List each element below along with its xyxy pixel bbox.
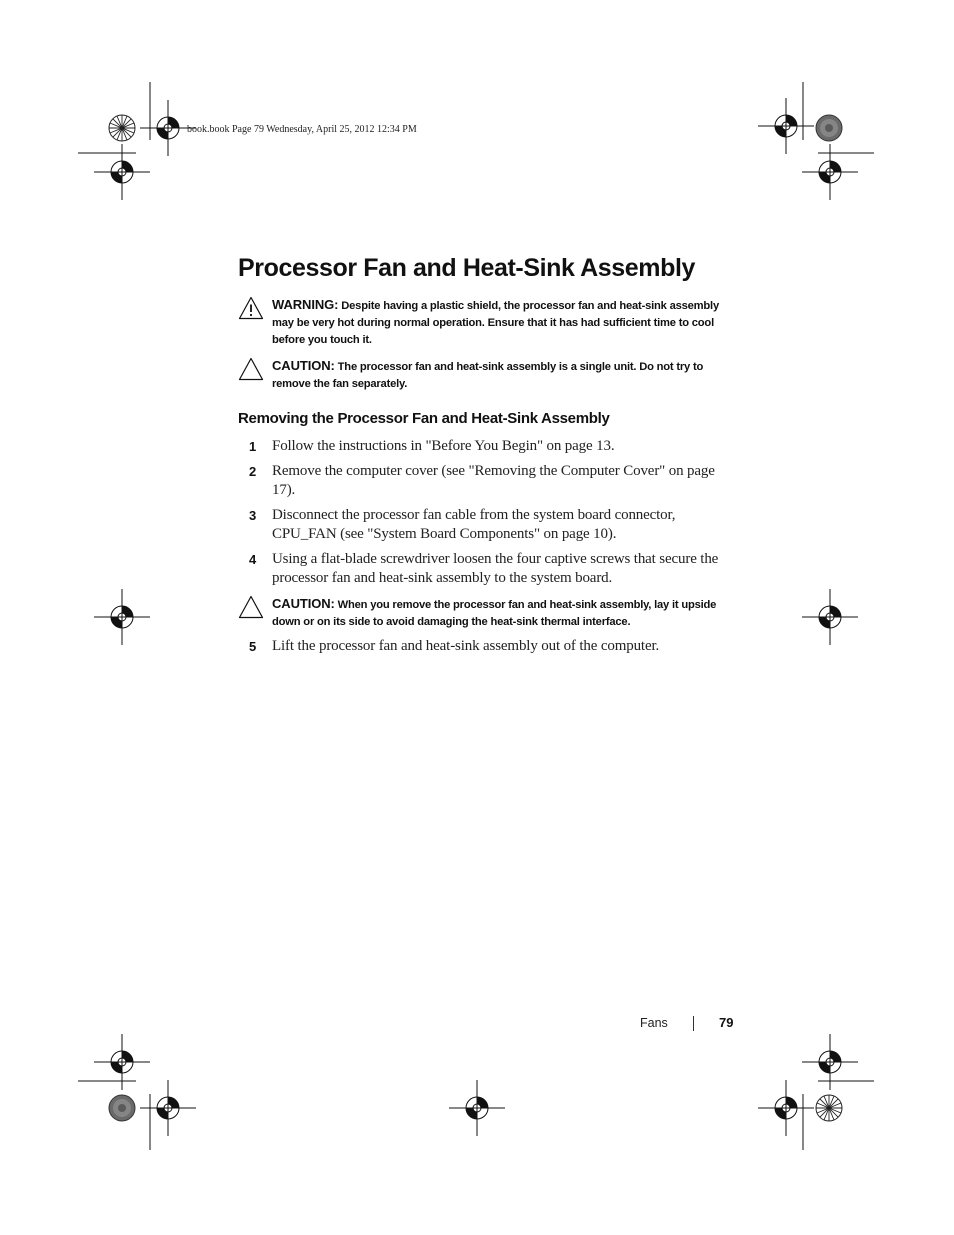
list-item: [238, 437, 728, 456]
registration-mark-icon: [94, 144, 150, 200]
caution-triangle-icon: [238, 595, 264, 619]
color-bar-gray-icon: [816, 115, 842, 141]
list-item: [238, 637, 728, 656]
registration-mark-icon: [94, 1034, 150, 1090]
list-item: [238, 462, 728, 500]
warning-notice: [238, 296, 738, 349]
step-text: Lift the processor fan and heat-sink assembly out of the computer.: [272, 638, 660, 654]
list-item: [238, 506, 728, 544]
list-item: [238, 550, 728, 588]
registration-mark-icon: [802, 589, 858, 645]
color-bar-star-icon: [109, 115, 135, 141]
registration-mark-icon: [94, 589, 150, 645]
step-number: 1: [249, 439, 257, 454]
registration-mark-icon: [758, 1080, 814, 1136]
registration-mark-icon: [449, 1080, 505, 1136]
caution-notice: [238, 357, 738, 393]
page-title: Processor Fan and Heat-Sink Assembly: [238, 254, 696, 282]
step-number: 2: [249, 464, 257, 479]
warning-label: WARNING:: [272, 297, 339, 312]
registration-mark-icon: [758, 98, 814, 154]
caution-notice: [238, 595, 738, 631]
step-number: 4: [249, 552, 257, 567]
step-text: Follow the instructions in "Before You Begin" on page 13.: [272, 438, 615, 454]
warning-text: Despite having a plastic shield, the processor fan and heat-sink assembly may be very hot during normal operation. Ensure that it has had sufficient time to cool before you touch it.: [272, 300, 719, 346]
step-text: Remove the computer cover (see "Removing the Computer Cover" on page 17).: [272, 463, 715, 498]
footer-divider: [693, 1016, 694, 1031]
color-bar-star-icon: [816, 1095, 842, 1121]
warning-triangle-icon: [238, 296, 264, 320]
slug-line: book.book Page 79 Wednesday, April 25, 2012 12:34 PM: [187, 124, 417, 135]
step-text: Using a flat-blade screwdriver loosen the four captive screws that secure the processor fan and heat-sink assembly to the system board.: [272, 551, 719, 586]
registration-mark-icon: [140, 1080, 196, 1136]
step-number: 3: [249, 508, 257, 523]
color-bar-gray-icon: [109, 1095, 135, 1121]
footer-section-label: Fans: [640, 1016, 668, 1030]
page-number: 79: [719, 1015, 734, 1030]
caution-triangle-icon: [238, 357, 264, 381]
section-heading: Removing the Processor Fan and Heat-Sink Assembly: [238, 410, 610, 427]
caution-label: CAUTION:: [272, 596, 335, 611]
step-text: Disconnect the processor fan cable from the system board connector, CPU_FAN (see "System Board Components" on page 10).: [272, 507, 676, 542]
registration-mark-icon: [802, 144, 858, 200]
caution-text: The processor fan and heat-sink assembly is a single unit. Do not try to remove the fan separately.: [272, 361, 704, 390]
caution-label: CAUTION:: [272, 358, 335, 373]
caution-text: When you remove the processor fan and heat-sink assembly, lay it upside down or on its side to avoid damaging the heat-sink thermal interface.: [272, 599, 717, 628]
registration-mark-icon: [802, 1034, 858, 1090]
step-number: 5: [249, 639, 257, 654]
